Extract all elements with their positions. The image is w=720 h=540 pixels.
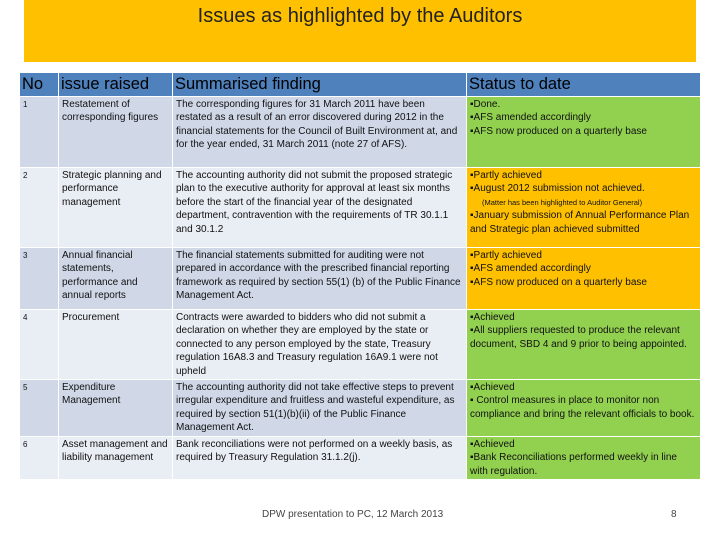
status-item: ▪Achieved [470,312,515,323]
summarised-finding: The financial statements submitted for auditing were not prepared in accordance with the prescribed financial reporting framework as required by section 55(1) (b) of the Public Finance Management Act. [173,248,467,310]
status-item: ▪All suppliers requested to produce the relevant document, SBD 4 and 9 prior to being appointed. [470,325,687,350]
status-to-date [467,168,701,248]
status-to-date [467,310,701,380]
table-row [20,380,701,437]
issue-raised: Strategic planning and performance management [59,168,173,248]
header-no: No [20,73,59,97]
row-number: 1 [20,97,59,168]
summarised-finding: The accounting authority did not take effective steps to prevent irregular expenditure and fruitless and wasteful expenditure, as required by section 51(1)(b)(ii) of the Public Finance Management Act. [173,380,467,437]
status-item: ▪Achieved [470,439,515,450]
table-row [20,310,701,380]
status-item: (Matter has been highlighted to Auditor General) [482,197,643,207]
status-item: ▪January submission of Annual Performance Plan and Strategic plan achieved submitted [470,210,690,235]
row-number: 6 [20,437,59,480]
table-row [20,437,701,480]
row-number: 5 [20,380,59,437]
footer-text: DPW presentation to PC, 12 March 2013 [262,509,444,520]
issue-raised: Annual financial statements, performance and annual reports [59,248,173,310]
status-item: ▪AFS now produced on a quarterly base [470,276,647,288]
summarised-finding: The corresponding figures for 31 March 2011 have been restated as a result of an error discovered during 2012 in the financial statements for the Council of Built Environment at, and for the year ended, 31 March 2011 (note 27 of AFS). [173,97,467,168]
status-to-date [467,437,701,480]
table-row [20,168,701,248]
issue-raised: Procurement [59,310,173,380]
issue-raised: Asset management and liability management [59,437,173,480]
summarised-finding: The accounting authority did not submit the proposed strategic plan to the executive authority for approval at least six months before the start of the financial year of the designated department, contravention with the requirements of TR 30.1.1 and 30.1.2 [173,168,467,248]
slide-title-band [24,0,696,62]
audit-issues-table [19,72,701,480]
slide-title: Issues as highlighted by the Auditors [197,4,523,27]
issue-raised: Restatement of corresponding figures [59,97,173,168]
header-issue: issue raised [59,73,173,97]
status-item: ▪Achieved [470,382,515,393]
status-item: ▪Bank Reconciliations performed weekly in line with regulation. [470,452,677,477]
status-to-date [467,97,701,168]
status-item: ▪ Control measures in place to monitor non compliance and bring the relevant officials to book. [470,395,695,420]
row-number: 4 [20,310,59,380]
header-status: Status to date [467,73,701,97]
status-to-date [467,248,701,310]
status-item: ▪Done. [470,99,501,110]
summarised-finding: Contracts were awarded to bidders who did not submit a declaration on whether they are employed by the state or connected to any person employed by the state, Treasury regulation 16A8.3 and Treasury regulation 16A9.1 were not upheld [173,310,467,380]
header-finding: Summarised finding [173,73,467,97]
page-number: 8 [671,509,677,520]
table-header-row [20,73,701,97]
issue-raised: Expenditure Management [59,380,173,437]
status-item: ▪Partly achieved [470,170,542,181]
table-row [20,248,701,310]
summarised-finding: Bank reconciliations were not performed on a weekly basis, as required by Treasury Regulation 31.1.2(j). [173,437,467,480]
status-item: ▪AFS amended accordingly [470,112,591,124]
row-number: 2 [20,168,59,248]
status-item: ▪August 2012 submission not achieved. [470,183,645,195]
status-to-date [467,380,701,437]
table-row [20,97,701,168]
status-item: ▪AFS amended accordingly [470,263,591,275]
row-number: 3 [20,248,59,310]
status-item: ▪AFS now produced on a quarterly base [470,125,647,137]
status-item: ▪Partly achieved [470,250,542,261]
